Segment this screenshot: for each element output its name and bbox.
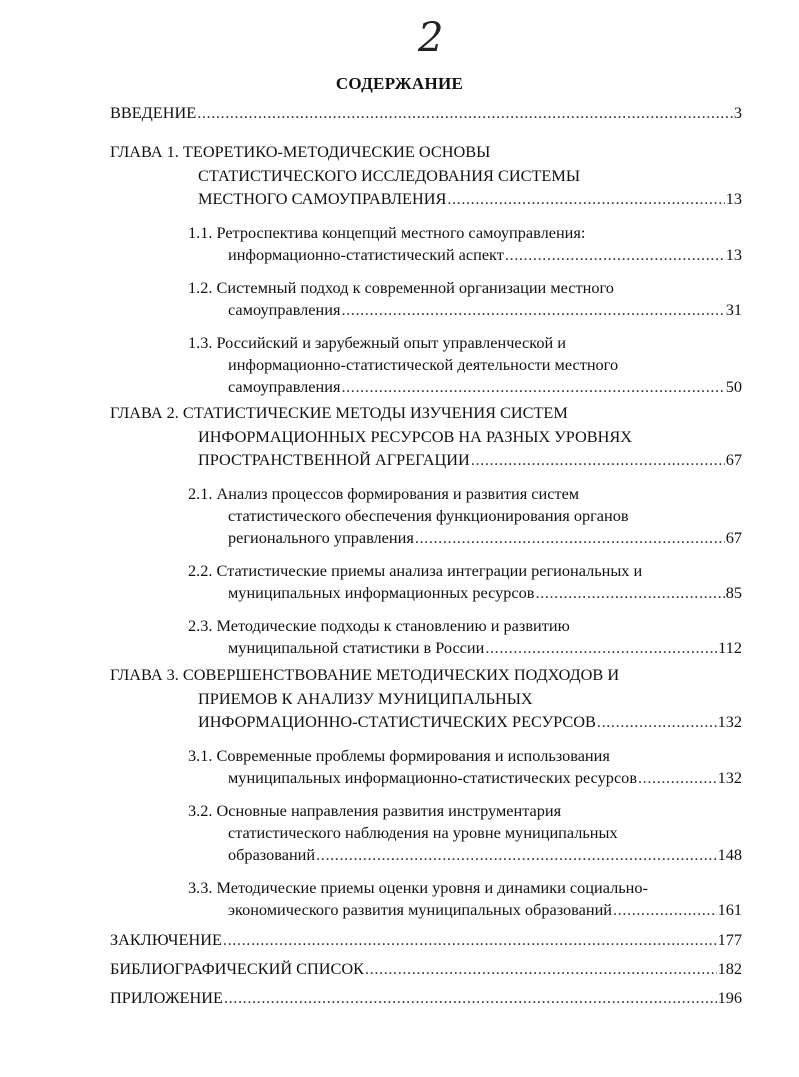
toc-entry-title: информационно-статистический аспект (228, 245, 504, 264)
toc-entry-section-3-3[interactable] (110, 878, 742, 922)
toc-entry-chapter-3[interactable] (110, 665, 742, 735)
toc-entry-section-3-1[interactable] (110, 746, 742, 790)
toc-entry-title: ГЛАВА 3. СОВЕРШЕНСТВОВАНИЕ МЕТОДИЧЕСКИХ ПОДХОДОВ И (110, 665, 620, 684)
toc-page-number: 112 (718, 638, 742, 657)
dot-leader (535, 583, 724, 603)
dot-leader (638, 768, 717, 788)
dot-leader (341, 300, 724, 320)
toc-entry-title: ГЛАВА 2. СТАТИСТИЧЕСКИЕ МЕТОДЫ ИЗУЧЕНИЯ СИСТЕМ (110, 403, 568, 422)
toc-entry-title: МЕСТНОГО САМОУПРАВЛЕНИЯ (198, 189, 447, 208)
toc-page-number: 132 (717, 768, 742, 787)
toc-page-number: 50 (725, 377, 742, 396)
toc-page-number: 67 (725, 528, 742, 547)
toc-entry-section-2-1[interactable] (110, 484, 742, 550)
toc-page-number: 196 (717, 988, 742, 1007)
toc-page-number: 13 (725, 189, 742, 208)
toc-entry-title: муниципальных информационно-статистических ресурсов (228, 768, 638, 787)
toc-entry-bibliography[interactable] (110, 959, 742, 983)
toc-page-number: 3 (733, 103, 742, 122)
dot-leader (223, 930, 717, 950)
toc-page-number: 148 (717, 845, 742, 864)
dot-leader (341, 377, 724, 397)
toc-entry-title: 3.3. Методические приемы оценки уровня и динамики социально- (188, 878, 648, 897)
toc-entry-section-2-2[interactable] (110, 561, 742, 605)
dot-leader (224, 988, 717, 1008)
toc-entry-title: ИНФОРМАЦИОННО-СТАТИСТИЧЕСКИХ РЕСУРСОВ (198, 712, 596, 731)
dot-leader (485, 638, 717, 658)
toc-page-number: 177 (717, 930, 742, 949)
dot-leader (597, 712, 717, 732)
toc-entry-title: 1.2. Системный подход к современной организации местного (188, 278, 614, 297)
toc-entry-title: ГЛАВА 1. ТЕОРЕТИКО-МЕТОДИЧЕСКИЕ ОСНОВЫ (110, 142, 491, 161)
toc-entry-title: ПРОСТРАНСТВЕННОЙ АГРЕГАЦИИ (198, 450, 470, 469)
dot-leader (447, 189, 724, 209)
toc-entry-title: ИНФОРМАЦИОННЫХ РЕСУРСОВ НА РАЗНЫХ УРОВНЯХ (198, 427, 633, 446)
toc-entry-title: ПРИЕМОВ К АНАЛИЗУ МУНИЦИПАЛЬНЫХ (198, 689, 533, 708)
toc-page-number: 85 (725, 583, 742, 602)
toc-entry-title: регионального управления (228, 528, 414, 547)
toc-entry-title: БИБЛИОГРАФИЧЕСКИЙ СПИСОК (110, 959, 365, 978)
dot-leader (471, 450, 725, 470)
dot-leader (613, 900, 717, 920)
toc-entry-title: статистического наблюдения на уровне муниципальных (228, 823, 618, 842)
handwritten-page-number: 2 (418, 15, 444, 61)
toc-entry-section-1-2[interactable] (110, 278, 742, 322)
toc-entry-conclusion[interactable] (110, 930, 742, 954)
toc-entry-title: ВВЕДЕНИЕ (110, 103, 197, 122)
toc-entry-title: 3.1. Современные проблемы формирования и использования (188, 746, 610, 765)
toc-page-number: 182 (717, 959, 742, 978)
toc-page-number: 132 (717, 712, 742, 731)
toc-entry-title: образований (228, 845, 316, 864)
toc-entry-section-1-1[interactable] (110, 223, 742, 267)
toc-entry-title: ЗАКЛЮЧЕНИЕ (110, 930, 222, 949)
toc-entry-introduction[interactable] (110, 103, 742, 127)
table-of-contents (110, 103, 742, 1012)
toc-entry-title: ПРИЛОЖЕНИЕ (110, 988, 223, 1007)
toc-page-number: 67 (725, 450, 742, 469)
toc-entry-title: 2.3. Методические подходы к становлению и развитию (188, 616, 570, 635)
toc-entry-title: муниципальных информационных ресурсов (228, 583, 535, 602)
toc-entry-chapter-1[interactable] (110, 142, 742, 212)
dot-leader (316, 845, 716, 865)
toc-entry-title: самоуправления (228, 377, 341, 396)
dot-leader (365, 959, 717, 979)
toc-entry-section-1-3[interactable] (110, 333, 742, 399)
dot-leader (197, 103, 733, 123)
toc-entry-title: 1.1. Ретроспектива концепций местного самоуправления: (188, 223, 586, 242)
toc-page-number: 161 (717, 900, 742, 919)
toc-entry-title: самоуправления (228, 300, 341, 319)
toc-entry-title: 3.2. Основные направления развития инструментария (188, 801, 562, 820)
page-title: СОДЕРЖАНИЕ (335, 74, 464, 93)
toc-entry-title: СТАТИСТИЧЕСКОГО ИССЛЕДОВАНИЯ СИСТЕМЫ (198, 166, 581, 185)
toc-entry-title: муниципальной статистики в России (228, 638, 485, 657)
toc-entry-section-2-3[interactable] (110, 616, 742, 660)
toc-entry-title: 2.2. Статистические приемы анализа интеграции региональных и (188, 561, 643, 580)
toc-entry-title: 2.1. Анализ процессов формирования и развития систем (188, 484, 580, 503)
toc-entry-chapter-2[interactable] (110, 403, 742, 473)
toc-entry-title: экономического развития муниципальных образований (228, 900, 613, 919)
toc-entry-appendix[interactable] (110, 988, 742, 1012)
dot-leader (505, 245, 725, 265)
dot-leader (415, 528, 725, 548)
toc-entry-title: 1.3. Российский и зарубежный опыт управленческой и (188, 333, 566, 352)
toc-page-number: 31 (725, 300, 742, 319)
toc-page-number: 13 (725, 245, 742, 264)
toc-entry-title: информационно-статистической деятельности местного (228, 355, 619, 374)
toc-entry-section-3-2[interactable] (110, 801, 742, 867)
toc-entry-title: статистического обеспечения функционирования органов (228, 506, 629, 525)
